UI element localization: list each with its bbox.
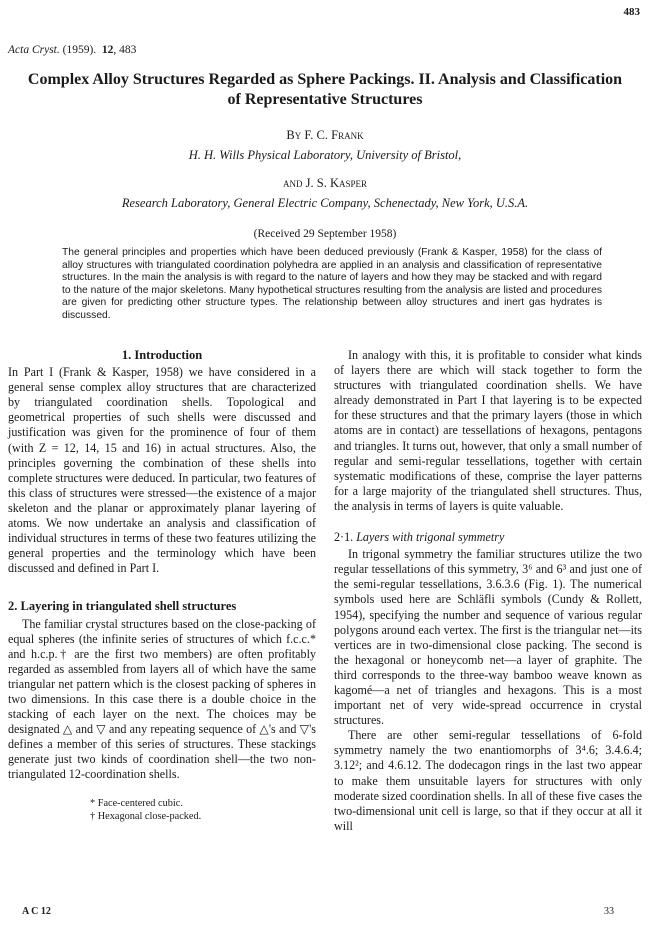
- subsection-title: Layers with trigonal symmetry: [356, 530, 505, 545]
- journal-page: 483: [119, 44, 137, 56]
- footnote-fcc: * Face-centered cubic.: [90, 797, 183, 809]
- abstract: The general principles and properties which have been deduced previously (Frank & Kasper, 1958) for the class of alloy structures with triangulated coordination polyhedra are applied in an analysis and classification of representative structures. In the main the analysis is with regard to the nature of layers and how they may be stacked and with regard to the nature of the major skeletons. Many hypothetical structures resulting from the analysis are listed and procedures are given for predicting other structure types. The relationship between alloy structures and inert gas hydrates is discussed.: [62, 247, 602, 321]
- section-heading-layering: 2. Layering in triangulated shell structures: [8, 599, 237, 614]
- paper-title: Complex Alloy Structures Regarded as Sphere Packings. II. Analysis and Classification of Representative Structures: [27, 71, 623, 108]
- journal-year: (1959).: [62, 44, 97, 56]
- journal-citation: Acta Cryst. (1959). 12, 483: [8, 44, 137, 56]
- layering-paragraph: The familiar crystal structures based on the close-packing of equal spheres (the infinite series of structures of which f.c.c.* and h.c.p.† are the first two members) are often profitably regarded as assembled from layers all of which have the same triangular net pattern which is the closest packing of spheres in two dimensions. In this case there is a double choice in the stacking of each layer on the next. The choices may be designated △ and ▽ and any repeating sequence of △'s and ▽'s defines a member of this series of structures. These stackings generate just two kinds of coordination shell—the two non-triangulated 12-coordination shells.: [8, 616, 316, 782]
- section-heading-introduction: 1. Introduction: [121, 348, 203, 362]
- subsection-number: 2·1.: [334, 530, 354, 545]
- right-paragraph-2: In trigonal symmetry the familiar structures utilize the two regular tessellations of this symmetry, 3⁶ and 6³ and just one of the semi-regular tessellations, 3.6.3.6 (Fig. 1). The numerical symbols used here are Schläfli symbols (Cundy & Rollett, 1954), specifying the number and sequence of various regular polygons around each vertex. The first is the triangular net—its vertices are in two-dimensional close packing. The second is the hexagonal or honeycomb net—a layer of graphite. The third corresponds to the three-way bamboo weave known as kagomé—a net of triangles and hexagons. This is a most important net of very wide-spread occurrence in crystal structures.: [334, 547, 642, 728]
- right-paragraph-1: In analogy with this, it is profitable to consider what kinds of layers there are which will stack together to form the structures with triangulated coordination shells. We have already demonstrated in Part I that layering is to be expected for these structures and that the primary layers (those in which atoms are in contact) are tessellations of hexagons, pentagons and triangles. It turns out, however, that only a small number of regular and semi-regular tessellations, together with certain systematic modifications of these, comprise the layer patterns for a large majority of the triangulated shell structures. Thus, the analysis in terms of layers is quite valuable.: [334, 348, 642, 513]
- footnote-hcp: † Hexagonal close-packed.: [90, 810, 202, 822]
- author-1-name: F. C. Frank: [304, 128, 364, 142]
- author-1: [0, 128, 650, 143]
- author-1-prefix: By: [286, 128, 302, 142]
- journal-name: Acta Cryst.: [8, 44, 60, 56]
- page-number: 483: [623, 6, 640, 18]
- author-2-affiliation: Research Laboratory, General Electric Company, Schenectady, New York, U.S.A.: [121, 196, 529, 210]
- left-column: [8, 348, 316, 823]
- received-date: (Received 29 September 1958): [253, 228, 397, 240]
- footnotes: [8, 797, 316, 823]
- author-2-name: J. S. Kasper: [305, 176, 367, 190]
- author-2: [0, 176, 650, 191]
- right-column: [334, 348, 642, 834]
- right-paragraph-3: There are other semi-regular tessellations of 6-fold symmetry namely the two enantiomorphs of 3⁴.6; 3.4.6.4; 3.12²; and 4.6.12. The dodecagon rings in the last two appear to make them unsuitable layers for structures with only moderate sized coordination shells. In all of these five cases the two-dimensional unit cell is large, so that if they occur at all it will: [334, 728, 642, 833]
- journal-volume: 12: [101, 44, 114, 56]
- author-2-prefix: and: [283, 176, 303, 190]
- footer-page: 33: [604, 906, 614, 917]
- footer-signature: A C 12: [22, 906, 51, 917]
- author-1-affiliation: H. H. Wills Physical Laboratory, University of Bristol,: [188, 148, 462, 162]
- introduction-paragraph: In Part I (Frank & Kasper, 1958) we have considered in a general sense complex alloy structures that are characterized by triangulated coordination shells. Topological and geometrical properties of such shells were discussed and justification was given for the prominence of four of them (with Z = 12, 14, 15 and 16) in actual structures. Also, the principles governing the combination of these shells into complete structures were deduced. In particular, two features of this class of structures were stressed—the existence of a major skeleton and the planar or approximately planar layering of atoms. We now undertake an analysis and classification of individual structures in terms of these two features utilizing the general properties and the terminology which have been discussed and defined in Part I.: [8, 365, 316, 576]
- subsection-heading-trigonal: [334, 530, 642, 545]
